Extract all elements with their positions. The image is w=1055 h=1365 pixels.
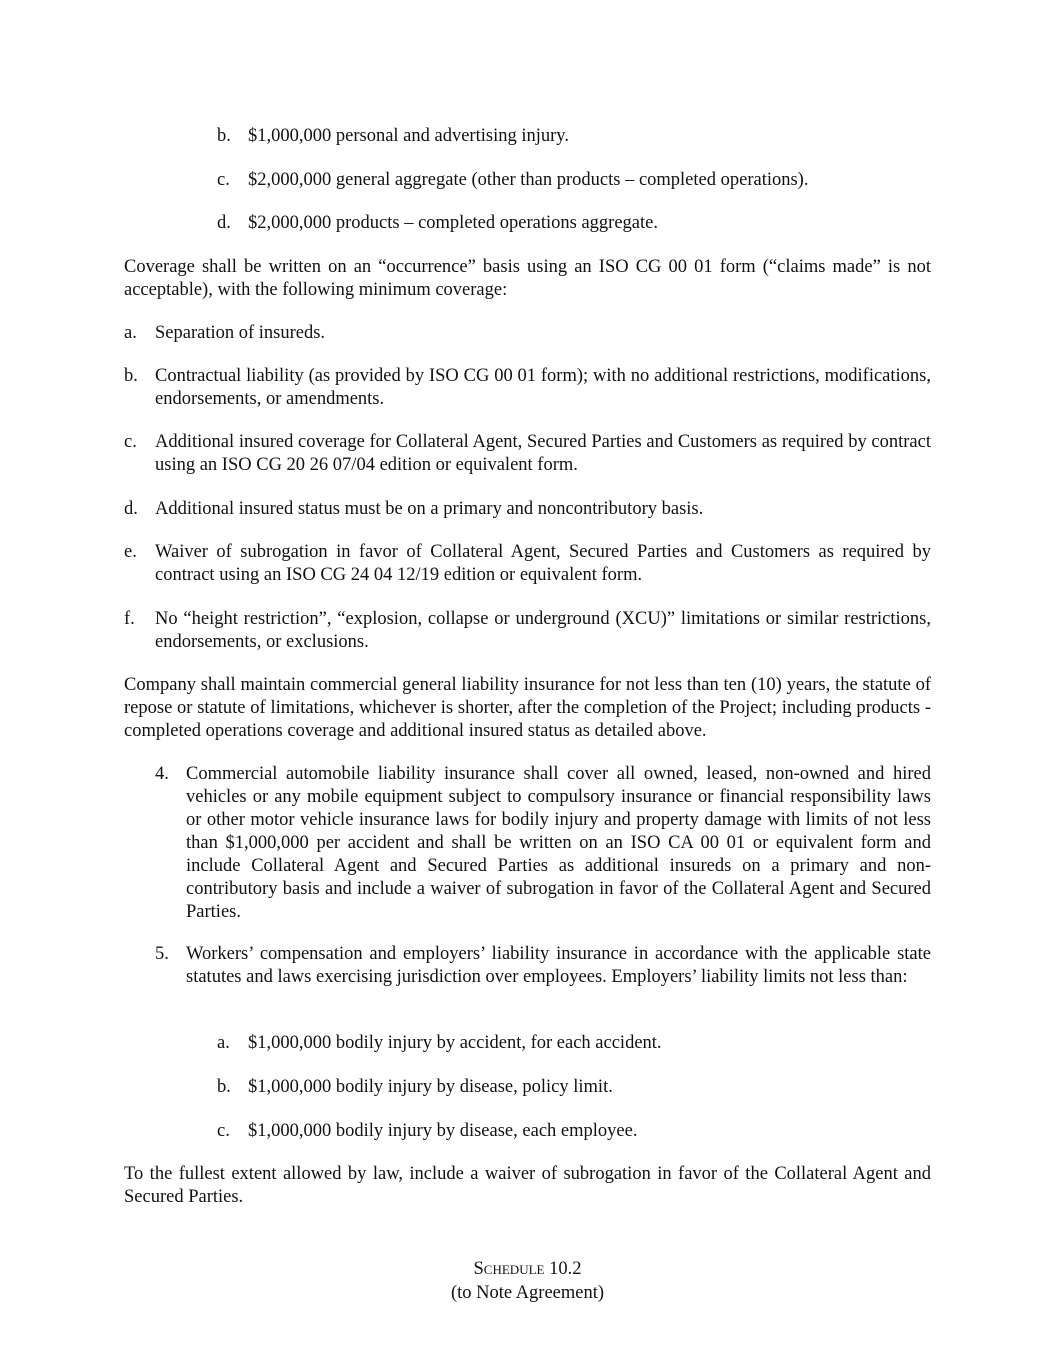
closing-paragraph: To the fullest extent allowed by law, include a waiver of subrogation in favor of the Collateral Agent and Secured Parties. <box>124 1164 931 1207</box>
list-marker: 4. <box>155 764 169 784</box>
numbered-item <box>155 943 931 989</box>
list-text: Contractual liability (as provided by ISO CG 00 01 form); with no additional restrictions, modifications, endorsements, or amendments. <box>155 366 931 409</box>
numbered-item <box>155 763 931 924</box>
list-text: No “height restriction”, “explosion, collapse or underground (XCU)” limitations or similar restrictions, endorsements, or exclusions. <box>155 609 931 652</box>
list-marker: b. <box>217 1077 231 1097</box>
list-marker: a. <box>124 323 137 343</box>
schedule-subtitle: (to Note Agreement) <box>450 1283 605 1303</box>
list-item <box>124 498 931 521</box>
list-text: $1,000,000 bodily injury by disease, policy limit. <box>248 1077 613 1097</box>
list-text: Additional insured status must be on a primary and noncontributory basis. <box>155 499 704 519</box>
list-marker: d. <box>124 499 138 519</box>
list-item <box>217 1076 931 1099</box>
list-item <box>124 541 931 587</box>
list-marker: 5. <box>155 944 169 964</box>
list-text: $1,000,000 bodily injury by accident, for each accident. <box>248 1033 662 1053</box>
list-marker: a. <box>217 1033 230 1053</box>
list-item <box>124 431 931 477</box>
list-item <box>217 169 931 192</box>
list-text: Workers’ compensation and employers’ liability insurance in accordance with the applicable state statutes and laws exercising jurisdiction over employees. Employers’ liability limits not less than: <box>186 944 931 987</box>
list-text: $2,000,000 general aggregate (other than products – completed operations). <box>248 170 809 190</box>
list-marker: c. <box>217 170 230 190</box>
list-marker: e. <box>124 542 137 562</box>
list-text: Commercial automobile liability insurance shall cover all owned, leased, non-owned and hired vehicles or any mobile equipment subject to compulsory insurance or financial responsibility laws or other motor vehicle insurance laws for bodily injury and property damage with limits of not less than $1,000,000 per accident and shall be written on an ISO CA 00 01 or equivalent form and include Collateral Agent and Secured Parties as additional insureds on a primary and non-contributory basis and include a waiver of subrogation in favor of the Collateral Agent and Secured Parties. <box>186 764 931 922</box>
list-item <box>217 1120 931 1143</box>
coverage-intro-paragraph: Coverage shall be written on an “occurrence” basis using an ISO CG 00 01 form (“claims made” is not acceptable), with the following minimum coverage: <box>124 257 931 300</box>
list-text: Additional insured coverage for Collateral Agent, Secured Parties and Customers as required by contract using an ISO CG 20 26 07/04 edition or equivalent form. <box>155 432 931 475</box>
list-text: $1,000,000 bodily injury by disease, each employee. <box>248 1121 638 1141</box>
list-marker: c. <box>217 1121 230 1141</box>
list-text: $1,000,000 personal and advertising injury. <box>248 126 569 146</box>
list-text: $2,000,000 products – completed operations aggregate. <box>248 213 658 233</box>
list-text: Waiver of subrogation in favor of Collateral Agent, Secured Parties and Customers as required by contract using an ISO CG 24 04 12/19 edition or equivalent form. <box>155 542 931 585</box>
list-marker: d. <box>217 213 231 233</box>
list-marker: b. <box>217 126 231 146</box>
list-marker: b. <box>124 366 138 386</box>
maintain-paragraph: Company shall maintain commercial general liability insurance for not less than ten (10) years, the statute of repose or statute of limitations, whichever is shorter, after the completion of the Project; including products - completed operations coverage and additional insured status as detailed above. <box>124 675 931 741</box>
list-marker: f. <box>124 609 135 629</box>
list-text: Separation of insureds. <box>155 323 326 343</box>
list-item <box>217 125 931 148</box>
list-item <box>124 365 931 411</box>
list-item <box>124 322 931 345</box>
list-marker: c. <box>124 432 137 452</box>
list-item <box>217 212 931 235</box>
list-item <box>217 1032 931 1055</box>
schedule-title: Schedule 10.2 <box>473 1259 582 1279</box>
list-item <box>124 608 931 654</box>
page-footer <box>0 1257 1055 1305</box>
